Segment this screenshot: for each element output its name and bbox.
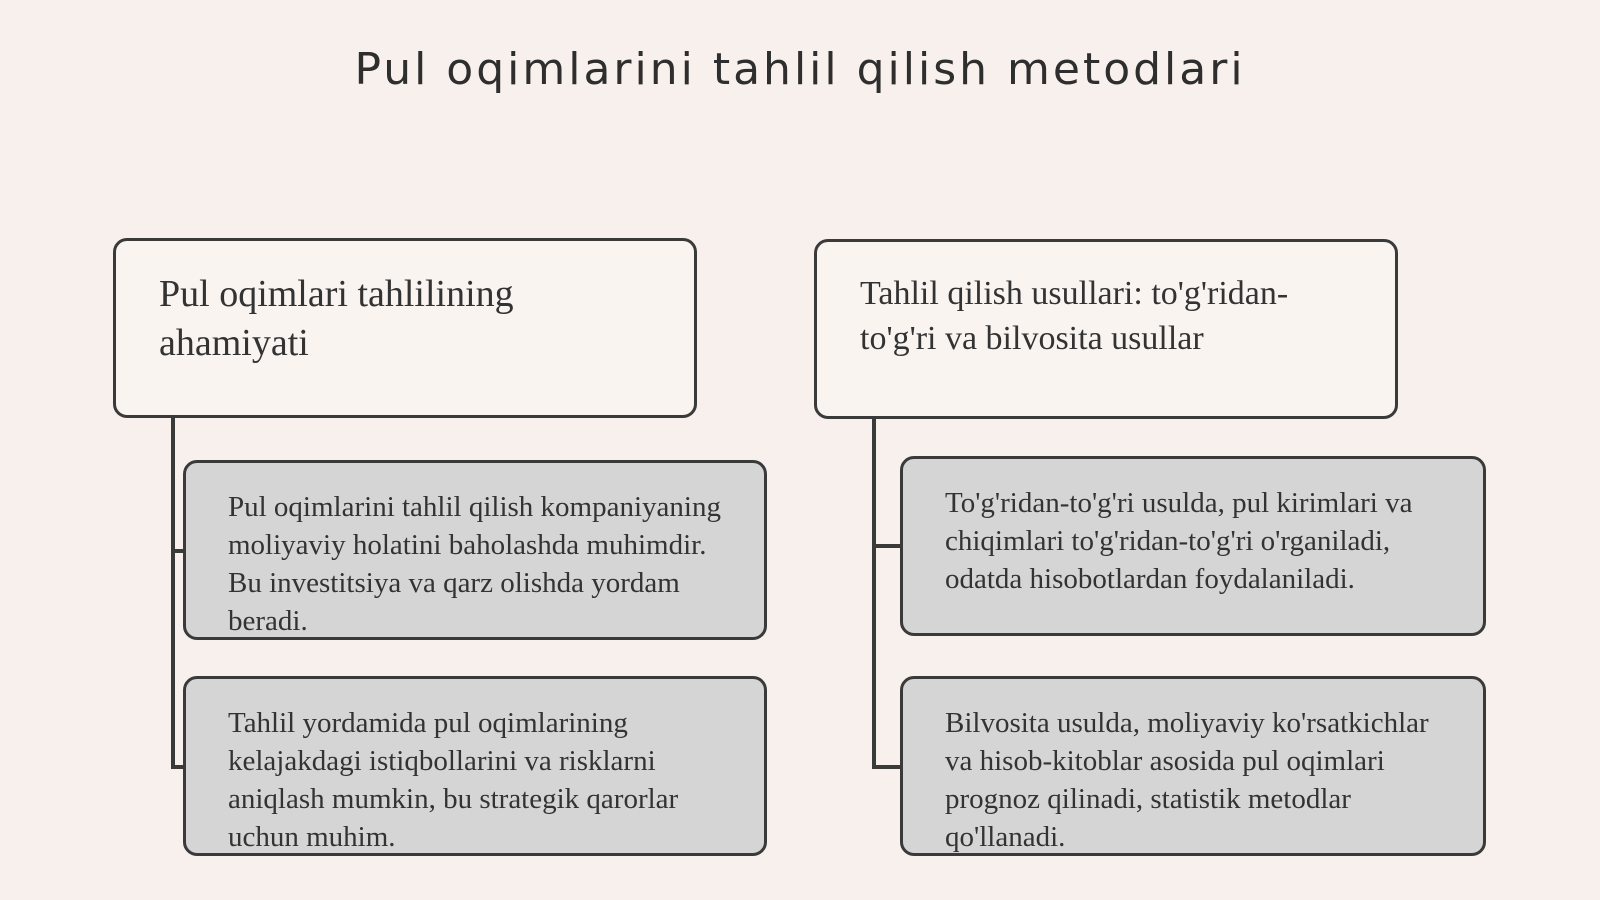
right-item-box-1 (900, 456, 1486, 636)
right-branch-line-1 (872, 544, 902, 548)
right-heading-text: Tahlil qilish usullari: to'g'ridan-to'g'ri va bilvosita usullar (860, 275, 1289, 357)
left-item-text-1: Pul oqimlarini tahlil qilish kompaniyaning moliyaviy holatini baholashda muhimdir. Bu investitsiya va qarz olishda yordam beradi. (228, 491, 721, 637)
left-item-box-1 (183, 460, 767, 640)
left-trunk-line (171, 416, 175, 769)
right-heading-box (814, 239, 1398, 419)
left-heading-box (113, 238, 697, 418)
right-trunk-line (872, 416, 876, 769)
left-heading-text: Pul oqimlari tahlilining ahamiyati (159, 273, 514, 364)
right-branch-line-2 (872, 765, 902, 769)
right-item-text-2: Bilvosita usulda, moliyaviy ko'rsatkichlar va hisob-kitoblar asosida pul oqimlari prognoz qilinadi, statistik metodlar qo'llanadi. (945, 707, 1429, 853)
left-item-text-2: Tahlil yordamida pul oqimlarining kelajakdagi istiqbollarini va risklarni aniqlash mumkin, bu strategik qarorlar uchun muhim. (228, 707, 679, 853)
right-item-box-2 (900, 676, 1486, 856)
right-item-text-1: To'g'ridan-to'g'ri usulda, pul kirimlari va chiqimlari to'g'ridan-to'g'ri o'rganiladi, odatda hisobotlardan foydalaniladi. (945, 487, 1413, 595)
left-item-box-2 (183, 676, 767, 856)
diagram-title: Pul oqimlarini tahlil qilish metodlari (354, 44, 1246, 95)
